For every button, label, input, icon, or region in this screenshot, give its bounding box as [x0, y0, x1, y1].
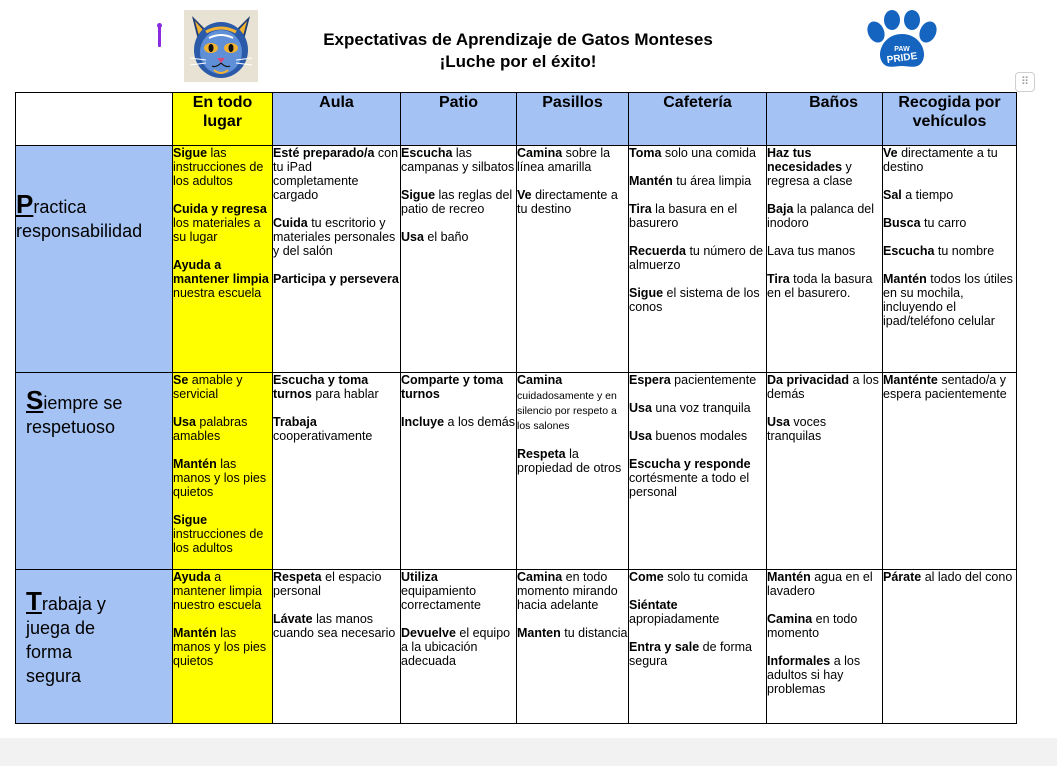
- expectation-item: [629, 286, 766, 314]
- expectation-item: [173, 570, 272, 612]
- expectation-cell: [883, 373, 1017, 570]
- corner-cell: [16, 93, 173, 146]
- expectation-cell: [517, 146, 629, 373]
- wildcat-logo: [184, 10, 258, 82]
- expectation-text: en todo momento: [767, 612, 858, 640]
- expectation-keyword: Recuerda: [629, 244, 686, 258]
- column-header: Cafetería: [629, 93, 767, 146]
- expectation-text: apropiadamente: [629, 612, 720, 626]
- expectation-text: amable y servicial: [173, 373, 243, 401]
- expectation-text: a los adultos si hay problemas: [767, 654, 861, 696]
- expectation-keyword: Informales: [767, 654, 831, 668]
- expectation-item: [883, 216, 1016, 230]
- expectation-keyword: Ve: [883, 146, 898, 160]
- expectation-item: [273, 373, 400, 401]
- expectation-cell: [883, 570, 1017, 724]
- expectation-keyword: Escucha y toma turnos: [273, 373, 369, 401]
- column-header: Patio: [401, 93, 517, 146]
- expectation-item: [273, 146, 400, 202]
- paw-pride-logo: [863, 10, 941, 72]
- expectation-text: cooperativamente: [273, 429, 373, 443]
- expectation-keyword: Usa: [401, 230, 424, 244]
- expectation-keyword: Haz tus necesidades: [767, 146, 843, 174]
- expectation-item: [629, 202, 766, 230]
- expectation-cell: [767, 146, 883, 373]
- expectation-text: las manos cuando sea necesario: [273, 612, 396, 640]
- expectation-text: nuestra escuela: [173, 286, 262, 300]
- expectation-keyword: Sigue: [401, 188, 436, 202]
- expectation-item: [517, 447, 628, 475]
- expectation-keyword: Usa: [629, 401, 652, 415]
- expectation-item: [629, 598, 766, 626]
- expectation-item: [629, 640, 766, 668]
- expectation-keyword: Manten: [517, 626, 561, 640]
- expectation-keyword: Usa: [767, 415, 790, 429]
- expectation-text: la basura en el basurero: [629, 202, 738, 230]
- expectation-text: voces tranquilas: [767, 415, 827, 443]
- expectation-keyword: Participa y persevera: [273, 272, 399, 286]
- expectation-cell: [767, 570, 883, 724]
- expectation-cell: [273, 570, 401, 724]
- expectation-text: con tu iPad completamente cargado: [273, 146, 399, 202]
- expectation-text: instrucciones de los adultos: [173, 527, 264, 555]
- expectation-keyword: Camina: [517, 373, 563, 387]
- expectation-keyword: Respeta: [273, 570, 322, 584]
- row-header-line-2: respetuoso: [26, 417, 116, 437]
- expectation-item: [517, 146, 628, 174]
- expectation-text: solo tu comida: [663, 570, 748, 584]
- expectation-item: [401, 373, 516, 401]
- text-cursor-marker: [158, 25, 161, 47]
- expectation-keyword: Escucha: [883, 244, 935, 258]
- expectation-text: cortésmente a todo el personal: [629, 471, 750, 499]
- expectation-item: [173, 202, 272, 244]
- expectation-text: sentado/a y espera pacientemente: [883, 373, 1007, 401]
- expectation-keyword: Da privacidad: [767, 373, 849, 387]
- column-header: Pasillos: [517, 93, 629, 146]
- expectation-keyword: Cuida y regresa: [173, 202, 267, 216]
- expectation-text: agua en el lavadero: [767, 570, 873, 598]
- expectation-keyword: Mantén: [629, 174, 673, 188]
- expectation-item: [767, 202, 882, 230]
- expectation-keyword: Mantén: [173, 626, 217, 640]
- expectation-item: [767, 415, 882, 443]
- paw-logo-text-2: PRIDE: [886, 50, 918, 67]
- expectation-item: [767, 570, 882, 598]
- expectation-item: [173, 373, 272, 401]
- expectation-keyword: Lávate: [273, 612, 313, 626]
- expectation-text: de forma segura: [629, 640, 752, 668]
- expectations-table: [15, 92, 1017, 724]
- expectation-cell: [401, 146, 517, 373]
- expectation-item: [173, 513, 272, 555]
- expectation-item: [273, 612, 400, 640]
- row-header-rest: ractica: [33, 197, 87, 217]
- table-row: [16, 373, 1017, 570]
- column-header: Baños: [767, 93, 883, 146]
- expectation-keyword: Baja: [767, 202, 794, 216]
- expectation-keyword: Sigue: [629, 286, 664, 300]
- expectation-item: [273, 272, 400, 286]
- row-header-initial: S: [26, 385, 44, 415]
- expectation-keyword: Camina: [517, 570, 563, 584]
- expectation-text: en todo momento mirando hacia adelante: [517, 570, 618, 612]
- expectation-cell: [273, 373, 401, 570]
- expectation-text: el sistema de los conos: [629, 286, 760, 314]
- expectation-text: tu escritorio y materiales personales y del salón: [273, 216, 396, 258]
- expectation-item: [767, 612, 882, 640]
- table-row: [16, 146, 1017, 373]
- expectation-item: [629, 146, 766, 160]
- expectation-keyword: Sigue: [173, 513, 208, 527]
- expectation-keyword: Sal: [883, 188, 902, 202]
- expectation-keyword: Espera: [629, 373, 671, 387]
- expectation-text: equipamiento correctamente: [401, 584, 481, 612]
- expectation-item: [517, 570, 628, 612]
- expectation-text: las instrucciones de los adultos: [173, 146, 264, 188]
- expectation-keyword: Ayuda: [173, 570, 211, 584]
- expectation-item: [883, 244, 1016, 258]
- expectation-text: el baño: [423, 230, 469, 244]
- expectation-text: cuidadosamente y en silencio por respeto a los salones: [517, 390, 617, 432]
- expectation-item: [401, 570, 516, 612]
- expectation-text: sobre la línea amarilla: [517, 146, 611, 174]
- expectation-keyword: Trabaja: [273, 415, 317, 429]
- expectation-item: [629, 244, 766, 272]
- expectation-item: [517, 626, 628, 640]
- row-header-line-2: juega de forma segura: [26, 618, 96, 686]
- expectation-item: [517, 188, 628, 216]
- expectation-keyword: Busca: [883, 216, 921, 230]
- expectation-cell: [173, 373, 273, 570]
- column-header: Recogida por vehículos: [883, 93, 1017, 146]
- expectation-keyword: Entra y sale: [629, 640, 700, 654]
- title-line-2: ¡Luche por el éxito!: [439, 52, 597, 71]
- expectation-item: [401, 188, 516, 216]
- expectation-text: la propiedad de otros: [517, 447, 622, 475]
- expectation-text: directamente a tu destino: [883, 146, 998, 174]
- expectation-text: la palanca del inodoro: [767, 202, 875, 230]
- expectation-keyword: Tira: [629, 202, 652, 216]
- row-header-rest: rabaja y: [41, 594, 106, 614]
- table-drag-handle-icon[interactable]: ⠿: [1015, 72, 1035, 92]
- paw-logo-text-1: PAW: [894, 46, 910, 53]
- expectation-keyword: Mantén: [173, 457, 217, 471]
- column-header: En todo lugar: [173, 93, 273, 146]
- expectation-text: toda la basura en el basurero.: [767, 272, 873, 300]
- expectation-item: [173, 457, 272, 499]
- expectation-item: [883, 373, 1016, 401]
- expectation-text: las reglas del patio de recreo: [401, 188, 513, 216]
- expectation-cell: [517, 373, 629, 570]
- expectation-keyword: Respeta: [517, 447, 566, 461]
- expectation-item: [883, 188, 1016, 202]
- row-header: [16, 570, 173, 724]
- expectation-text: a mantener limpia nuestro escuela: [173, 570, 262, 612]
- expectation-keyword: Incluye: [401, 415, 445, 429]
- expectation-text: a tiempo: [901, 188, 954, 202]
- expectation-item: [629, 401, 766, 415]
- expectation-cell: [401, 570, 517, 724]
- expectation-item: [883, 570, 1016, 584]
- expectation-item: [401, 626, 516, 668]
- expectation-keyword: Escucha: [401, 146, 453, 160]
- expectation-text: el equipo a la ubicación adecuada: [401, 626, 511, 668]
- expectation-cell: [273, 146, 401, 373]
- expectation-item: [173, 258, 272, 300]
- expectation-keyword: Cuida: [273, 216, 308, 230]
- expectation-keyword: Devuelve: [401, 626, 456, 640]
- expectation-item: [629, 570, 766, 584]
- expectation-text: una voz tranquila: [651, 401, 751, 415]
- expectation-keyword: Esté preparado/a: [273, 146, 375, 160]
- expectation-text: buenos modales: [651, 429, 748, 443]
- expectation-cell: [629, 373, 767, 570]
- row-header-initial: P: [16, 189, 34, 219]
- expectation-item: [173, 626, 272, 668]
- expectation-text: Lava tus manos: [767, 244, 856, 258]
- expectation-item: [629, 174, 766, 188]
- expectation-cell: [629, 570, 767, 724]
- expectation-text: pacientemente: [670, 373, 757, 387]
- expectation-item: [273, 216, 400, 258]
- page-title: [262, 29, 774, 73]
- expectation-text: tu nombre: [934, 244, 995, 258]
- expectation-item: [629, 429, 766, 443]
- expectation-keyword: Siéntate: [629, 598, 678, 612]
- bottom-gutter: [0, 738, 1057, 766]
- expectation-text: tu carro: [920, 216, 967, 230]
- expectation-item: [767, 373, 882, 401]
- expectation-item: [517, 373, 628, 433]
- expectation-text: los materiales a su lugar: [173, 216, 261, 244]
- table-row: [16, 570, 1017, 724]
- column-header: Aula: [273, 93, 401, 146]
- expectation-text: directamente a tu destino: [517, 188, 618, 216]
- expectation-text: todos los útiles en su mochila, incluyendo el ipad/teléfono celular: [883, 272, 1013, 328]
- expectation-keyword: Utiliza: [401, 570, 438, 584]
- row-header-label: [16, 588, 126, 688]
- expectation-keyword: Tira: [767, 272, 790, 286]
- row-header-line-2: responsabilidad: [16, 221, 143, 241]
- expectation-text: para hablar: [311, 387, 379, 401]
- expectation-keyword: Se: [173, 373, 189, 387]
- expectation-cell: [883, 146, 1017, 373]
- expectation-keyword: Ve: [517, 188, 532, 202]
- expectation-cell: [173, 146, 273, 373]
- expectation-item: [273, 570, 400, 598]
- expectation-keyword: Usa: [173, 415, 196, 429]
- expectation-keyword: Toma: [629, 146, 662, 160]
- row-header-label: [16, 191, 172, 243]
- expectation-keyword: Mantén: [767, 570, 811, 584]
- expectation-text: tu distancia: [560, 626, 628, 640]
- expectation-text: tu número de almuerzo: [629, 244, 764, 272]
- row-header: [16, 146, 173, 373]
- row-header: [16, 373, 173, 570]
- expectation-text: tu área limpia: [672, 174, 752, 188]
- expectation-item: [173, 146, 272, 188]
- expectation-text: a los demás: [444, 415, 515, 429]
- expectation-text: las manos y los pies quietos: [173, 457, 267, 499]
- expectation-text: al lado del cono: [921, 570, 1013, 584]
- expectation-item: [767, 272, 882, 300]
- expectation-cell: [629, 146, 767, 373]
- title-line-1: Expectativas de Aprendizaje de Gatos Monteses: [323, 30, 713, 49]
- expectation-item: [401, 230, 516, 244]
- expectation-cell: [517, 570, 629, 724]
- expectation-text: el espacio personal: [273, 570, 382, 598]
- row-header-rest: iempre se: [43, 393, 123, 413]
- expectation-keyword: Usa: [629, 429, 652, 443]
- expectation-text: las campanas y silbatos: [401, 146, 515, 174]
- expectation-item: [273, 415, 400, 443]
- expectation-item: [883, 272, 1016, 328]
- expectation-item: [629, 457, 766, 499]
- row-header-initial: T: [26, 586, 42, 616]
- expectation-keyword: Sigue: [173, 146, 208, 160]
- expectation-keyword: Ayuda a mantener limpia: [173, 258, 269, 286]
- expectation-item: [767, 244, 882, 258]
- expectation-keyword: Come: [629, 570, 664, 584]
- expectation-item: [173, 415, 272, 443]
- expectation-text: solo una comida: [661, 146, 756, 160]
- expectation-keyword: Manténte: [883, 373, 938, 387]
- expectation-keyword: Camina: [517, 146, 563, 160]
- expectation-keyword: Párate: [883, 570, 922, 584]
- expectation-keyword: Comparte y toma turnos: [401, 373, 504, 401]
- expectation-keyword: Escucha y responde: [629, 457, 751, 471]
- expectation-item: [767, 654, 882, 696]
- expectation-item: [401, 415, 516, 429]
- expectation-text: palabras amables: [173, 415, 248, 443]
- expectation-cell: [173, 570, 273, 724]
- header-row: [16, 93, 1017, 146]
- expectation-cell: [401, 373, 517, 570]
- expectation-keyword: Camina: [767, 612, 813, 626]
- expectation-text: las manos y los pies quietos: [173, 626, 267, 668]
- row-header-label: [16, 387, 172, 439]
- expectation-item: [883, 146, 1016, 174]
- expectation-item: [767, 146, 882, 188]
- expectation-text: a los demás: [767, 373, 879, 401]
- expectation-item: [401, 146, 516, 174]
- expectation-cell: [767, 373, 883, 570]
- expectation-item: [629, 373, 766, 387]
- expectation-text: y regresa a clase: [767, 160, 853, 188]
- expectation-keyword: Mantén: [883, 272, 927, 286]
